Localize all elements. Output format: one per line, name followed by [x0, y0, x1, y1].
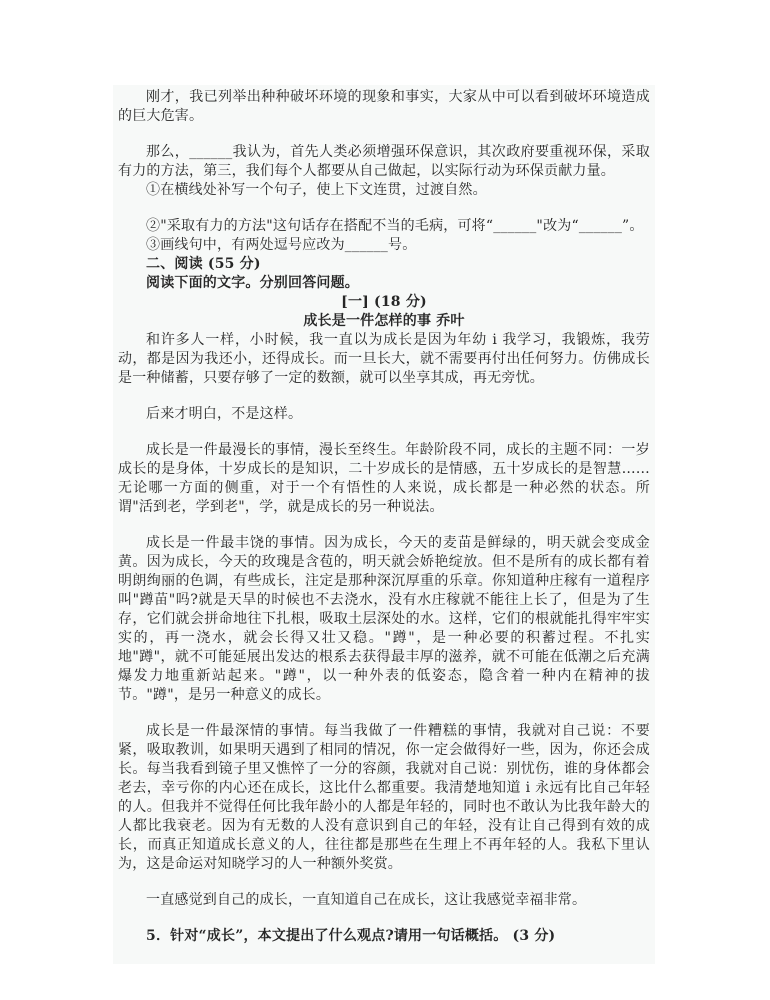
essay-title: 成长是一件怎样的事 乔叶 [303, 313, 465, 329]
intro-paragraph: 刚才，我已列举出种种破坏环境的现象和事实，大家从中可以看到破坏环境造成的巨大危害。 [118, 89, 650, 124]
section-instruction: 阅读下面的文字。分别回答问题。 [146, 275, 359, 291]
essay-paragraph-2: 后来才明白，不是这样。 [146, 406, 303, 422]
essay-paragraph-1: 和许多人一样，小时候，我一直以为成长是因为年幼 i 我学习，我锻炼，我劳动，都是因为我还小，还得成长。而一旦长大，就不需要再付出任何努力。仿佛成长是一种储蓄，只要存够了一定的数额，就可以坐享其成，再无旁忧。 [118, 332, 650, 386]
section-heading-reading: 二、阅读 (55 分) [146, 256, 261, 272]
essay-paragraph-6: 一直感觉到自己的成长，一直知道自己在成长，这让我感觉幸福非常。 [146, 892, 587, 908]
essay-paragraph-4: 成长是一件最丰饶的事情。因为成长，今天的麦苗是鲜绿的，明天就会变成金黄。因为成长，今天的玫瑰是含苞的，明天就会娇艳绽放。但不是所有的成长都有着明朗绚丽的色调，有些成长，注定是那种深沉厚重的乐章。你知道种庄稼有一道程序叫"蹲苗"吗?就是天旱的时候也不去浇水，没有水庄稼就不能往上长了，但是为了生存，它们就会拼命地往下扎根，吸取土层深处的水。这样，它们的根就能扎得牢牢实实的，再一浇水，就会长得又壮又稳。"蹲"，是一种必要的积蓄过程。不扎实地"蹲"，就不可能延展出发达的根系去获得最丰厚的滋养，就不可能在低潮之后充满爆发力地重新站起来。"蹲"，以一种外表的低姿态，隐含着一种内在精神的拔节。"蹲"，是另一种意义的成长。 [118, 535, 650, 703]
speech-paragraph: 那么，______我认为，首先人类必须增强环保意识，其次政府要重视环保，采取有力的方法，第三，我们每个人都要从自己做起，以实际行动为环保贡献力量。 [118, 144, 650, 179]
essay-paragraph-5: 成长是一件最深情的事情。每当我做了一件糟糕的事情，我就对自己说：不要紧，吸取教训，如果明天遇到了相同的情况，你一定会做得好一些，因为，你还会成长。每当我看到镜子里又憔悴了一分的容颜，我就对自己说：别忧伤，谁的身体都会老去，幸亏你的内心还在成长，这比什么都重要。我清楚地知道 i 永远有比自己年轻的人。但我并不觉得任何比我年龄小的人都是年轻的，同时也不敢认为比我年龄大的人都比我衰老。因为有无数的人没有意识到自己的年轻，没有让自己得到有效的成长，而真正知道成长意义的人，往往都是那些在生理上不再年轻的人。我私下里认为，这是命运对知晓学习的人一种额外奖赏。 [118, 723, 650, 872]
scanned-exam-document [113, 85, 655, 964]
question-5: 5．针对“成长”，本文提出了什么观点?请用一句话概括。 (3 分) [146, 928, 556, 944]
essay-paragraph-3: 成长是一件最漫长的事情，漫长至终生。年龄阶段不同，成长的主题不同：一岁成长的是身体，十岁成长的是知识，二十岁成长的是情感，五十岁成长的是智慧……无论哪一方面的侧重，对于一个有悟性的人来说，成长都是一种必然的状态。所谓"活到老，学到老"，学，就是成长的另一种说法。 [118, 442, 650, 515]
passage-number-heading: [一] (18 分) [341, 294, 427, 310]
sub-question-2: ②"采取有力的方法"这句话存在搭配不当的毛病，可将“______"改为“______”。 [146, 218, 644, 234]
sub-question-3: ③画线句中，有两处逗号应改为______号。 [146, 237, 417, 253]
sub-question-1: ①在横线处补写一个句子，使上下文连贯，过渡自然。 [146, 182, 487, 198]
